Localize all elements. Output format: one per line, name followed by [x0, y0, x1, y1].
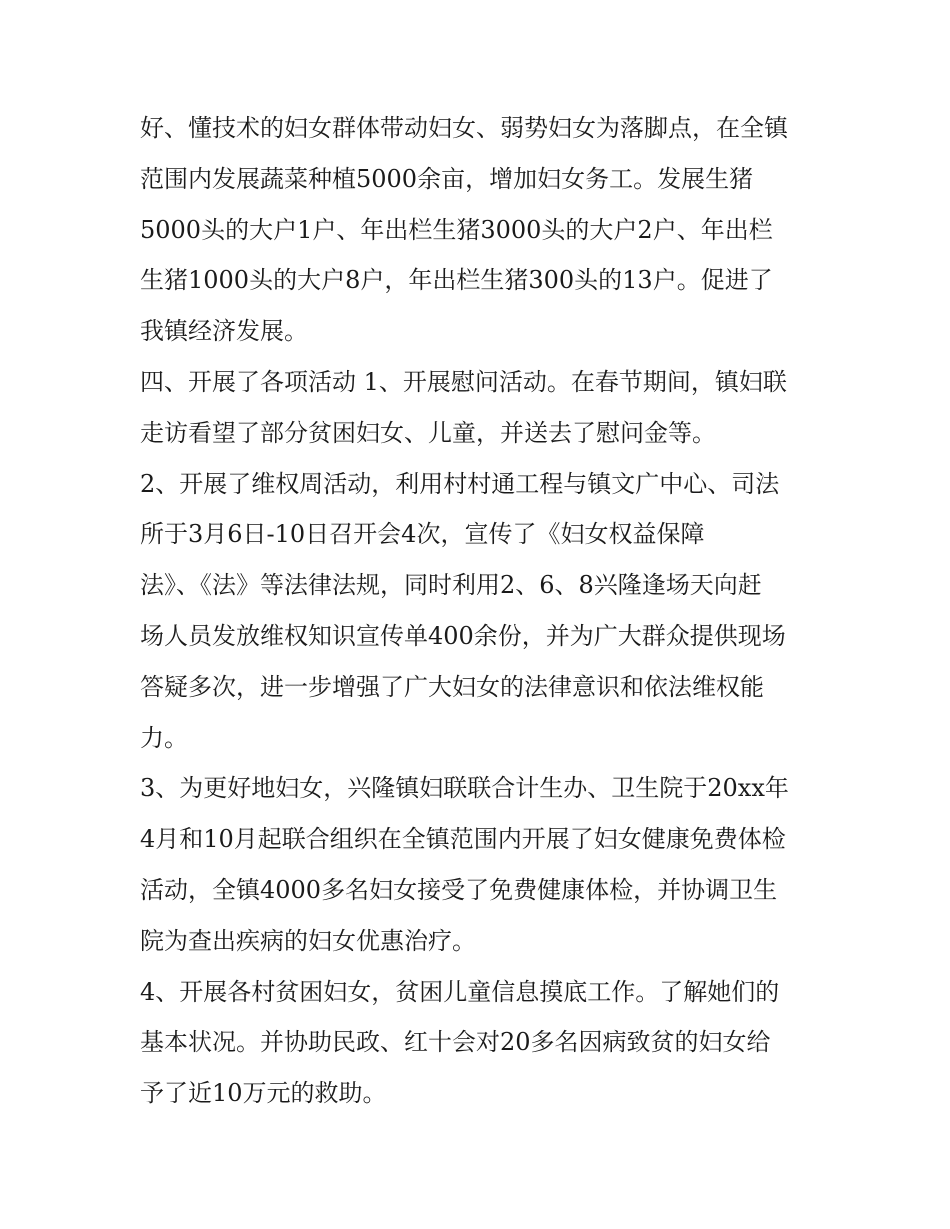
text-line: 予了近10万元的救助。	[140, 1079, 387, 1108]
section-heading-line: 四、开展了各项活动 1、开展慰问活动。在春节期间，镇妇联	[140, 367, 787, 396]
text-line: 范围内发展蔬菜种植5000余亩，增加妇女务工。发展生猪	[140, 164, 754, 193]
text-line: 所于3月6日-10日召开会4次，宣传了《妇女权益保障	[140, 520, 705, 549]
text-line: 5000头的大户1户、年出栏生猪3000头的大户2户、年出栏	[140, 215, 773, 244]
text-line: 我镇经济发展。	[140, 317, 308, 346]
text-line: 答疑多次，进一步增强了广大妇女的法律意识和依法维权能	[140, 672, 764, 701]
text-line: 生猪1000头的大户8户，年出栏生猪300头的13户。促进了	[140, 266, 773, 295]
text-line: 4、开展各村贫困妇女，贫困儿童信息摸底工作。了解她们的	[140, 977, 780, 1006]
text-line: 2、开展了维权周活动，利用村村通工程与镇文广中心、司法	[140, 469, 780, 498]
text-line: 院为查出疾病的妇女优惠治疗。	[140, 926, 476, 955]
document-body	[140, 103, 815, 1119]
text-line: 基本状况。并协助民政、红十会对20多名因病致贫的妇女给	[140, 1028, 771, 1057]
text-line: 4月和10月起联合组织在全镇范围内开展了妇女健康免费体检	[140, 825, 786, 854]
text-line: 活动，全镇4000多名妇女接受了免费健康体检，并协调卫生	[140, 875, 778, 904]
text-line: 力。	[140, 723, 188, 752]
text-line: 走访看望了部分贫困妇女、儿童，并送去了慰问金等。	[140, 418, 716, 447]
text-line: 3、为更好地妇女，兴隆镇妇联联合计生办、卫生院于20xx年	[140, 774, 789, 803]
text-line: 法》、《法》等法律法规，同时利用2、6、8兴隆逢场天向赶	[140, 571, 762, 600]
text-line: 场人员发放维权知识宣传单400余份，并为广大群众提供现场	[140, 621, 786, 650]
text-line: 好、懂技术的妇女群体带动妇女、弱势妇女为落脚点，在全镇	[140, 114, 788, 142]
